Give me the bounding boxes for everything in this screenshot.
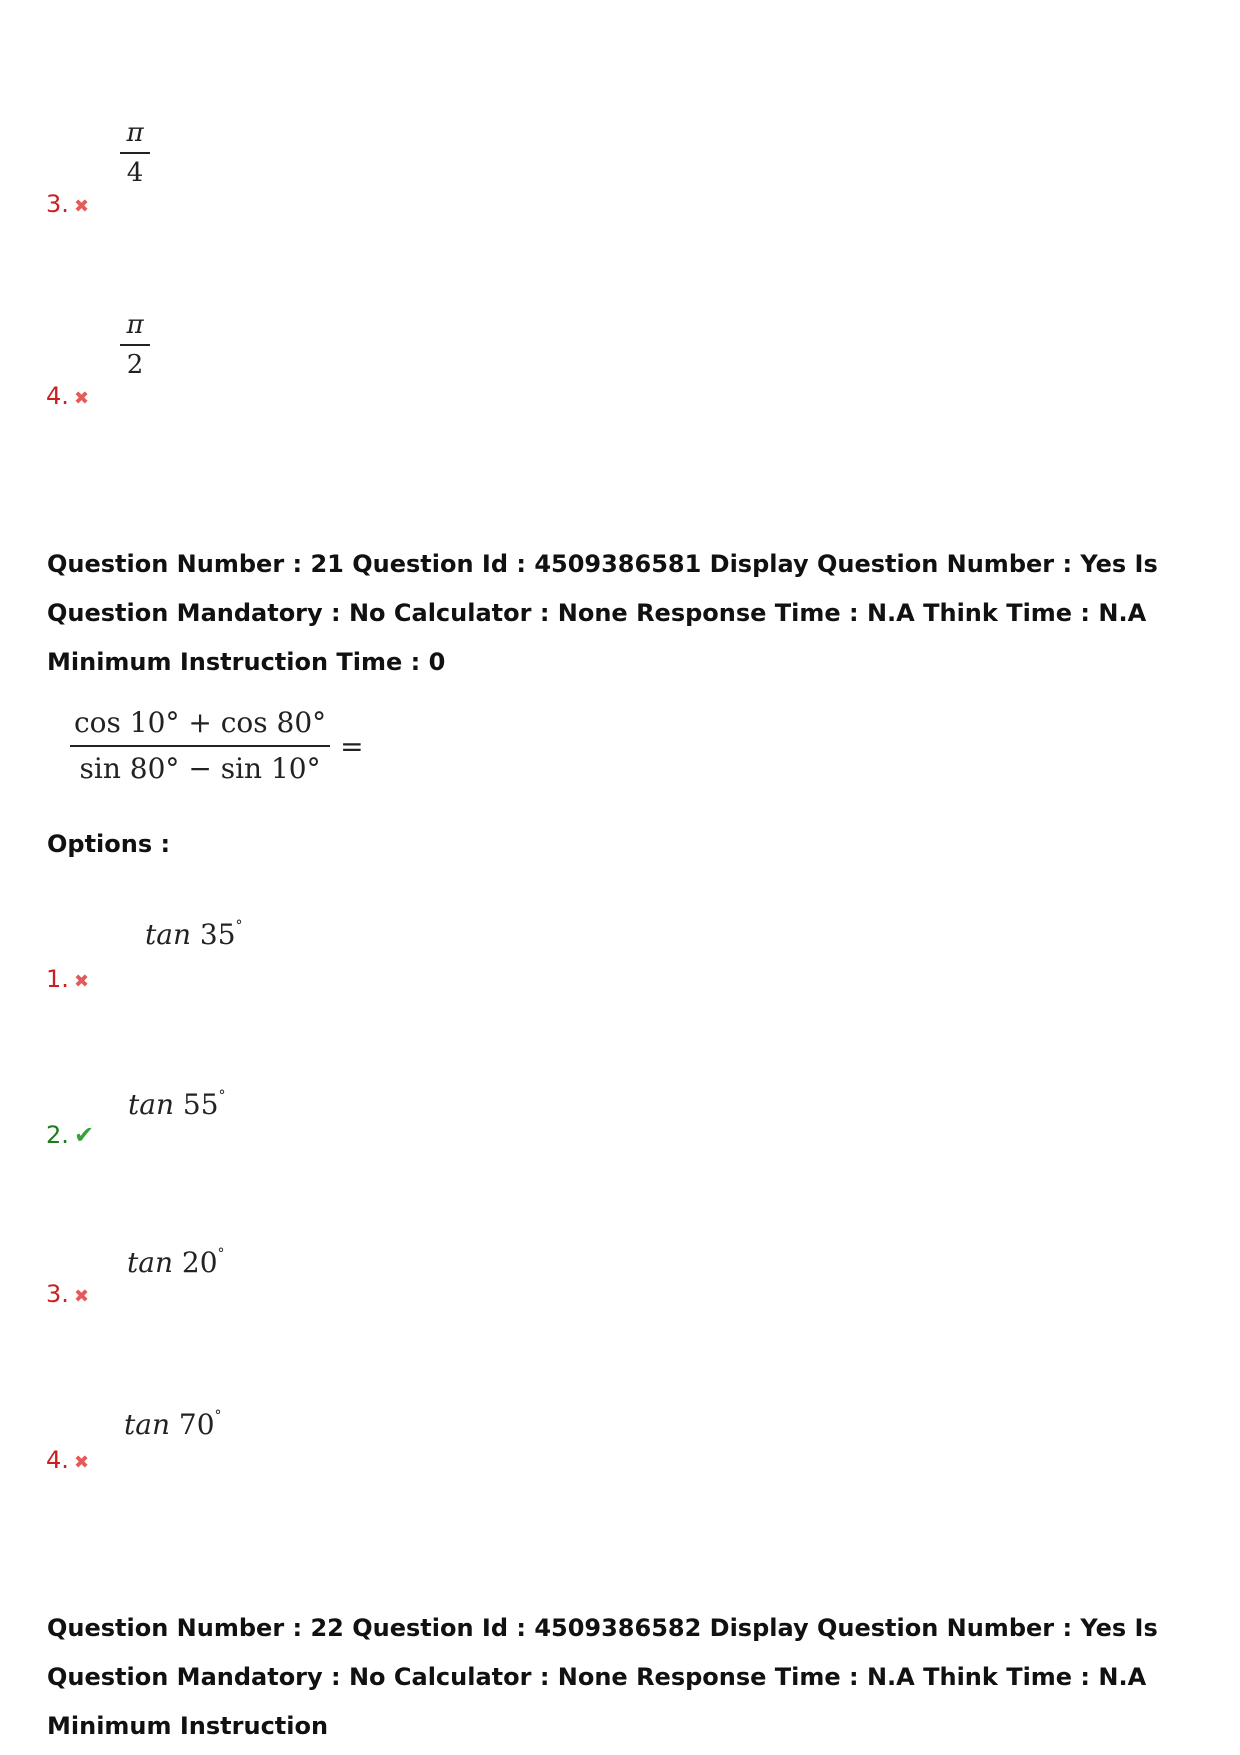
option-number: 1. [46,965,69,993]
option-number: 2. [46,1121,69,1149]
option-1-content [145,918,243,951]
degree-symbol: ° [217,1246,225,1262]
fraction-denominator: 2 [126,350,144,380]
angle-value: 20 [181,1246,218,1279]
option-2-content [128,1088,226,1121]
option-2-label [46,1121,94,1149]
fraction-numerator: π [126,118,144,148]
expression-equals: = [340,729,364,763]
option-number: 4. [46,1446,69,1474]
expression-denominator: sin 80° − sin 10° [79,752,321,785]
degree-symbol: ° [235,918,243,934]
option-4-fraction [120,310,150,380]
angle-value: 70 [178,1408,215,1441]
function-name: tan [124,1408,170,1441]
option-4-content [124,1408,222,1441]
function-name: tan [145,918,191,951]
check-mark-icon: ✔ [74,1121,95,1149]
wrong-mark-icon: ✖ [74,196,90,217]
option-3-fraction [120,118,150,188]
question-21-header: Question Number : 21 Question Id : 4509386581 Display Question Number : Yes Is Question Mandatory : No Calculator : None Response Time : N.A Think Time : N.A Minimum Instruction Time : 0 [47,550,1158,676]
function-name: tan [127,1246,173,1279]
option-3-label [46,1280,89,1308]
question-21-expression [70,705,364,787]
degree-symbol: ° [214,1408,222,1424]
angle-value: 55 [182,1088,219,1121]
option-1-label [46,965,89,993]
option-4-label [46,382,89,410]
angle-value: 35 [199,918,236,951]
fraction-numerator: π [126,310,144,340]
option-3-content [127,1246,225,1279]
wrong-mark-icon: ✖ [74,1286,90,1307]
option-number: 4. [46,382,69,410]
wrong-mark-icon: ✖ [74,388,90,409]
wrong-mark-icon: ✖ [74,1452,90,1473]
wrong-mark-icon: ✖ [74,971,90,992]
expression-bar [70,745,330,747]
expression-numerator: cos 10° + cos 80° [74,706,327,739]
option-4-label [46,1446,89,1474]
option-3-label [46,190,89,218]
option-number: 3. [46,190,69,218]
degree-symbol: ° [218,1088,226,1104]
options-label: Options : [47,830,171,858]
function-name: tan [128,1088,174,1121]
fraction-bar [120,344,150,346]
question-22-header: Question Number : 22 Question Id : 4509386582 Display Question Number : Yes Is Question Mandatory : No Calculator : None Response Time : N.A Think Time : N.A Minimum Instruction [47,1614,1158,1740]
option-number: 3. [46,1280,69,1308]
expression-fraction [70,705,330,787]
fraction-bar [120,152,150,154]
fraction-denominator: 4 [126,158,144,188]
